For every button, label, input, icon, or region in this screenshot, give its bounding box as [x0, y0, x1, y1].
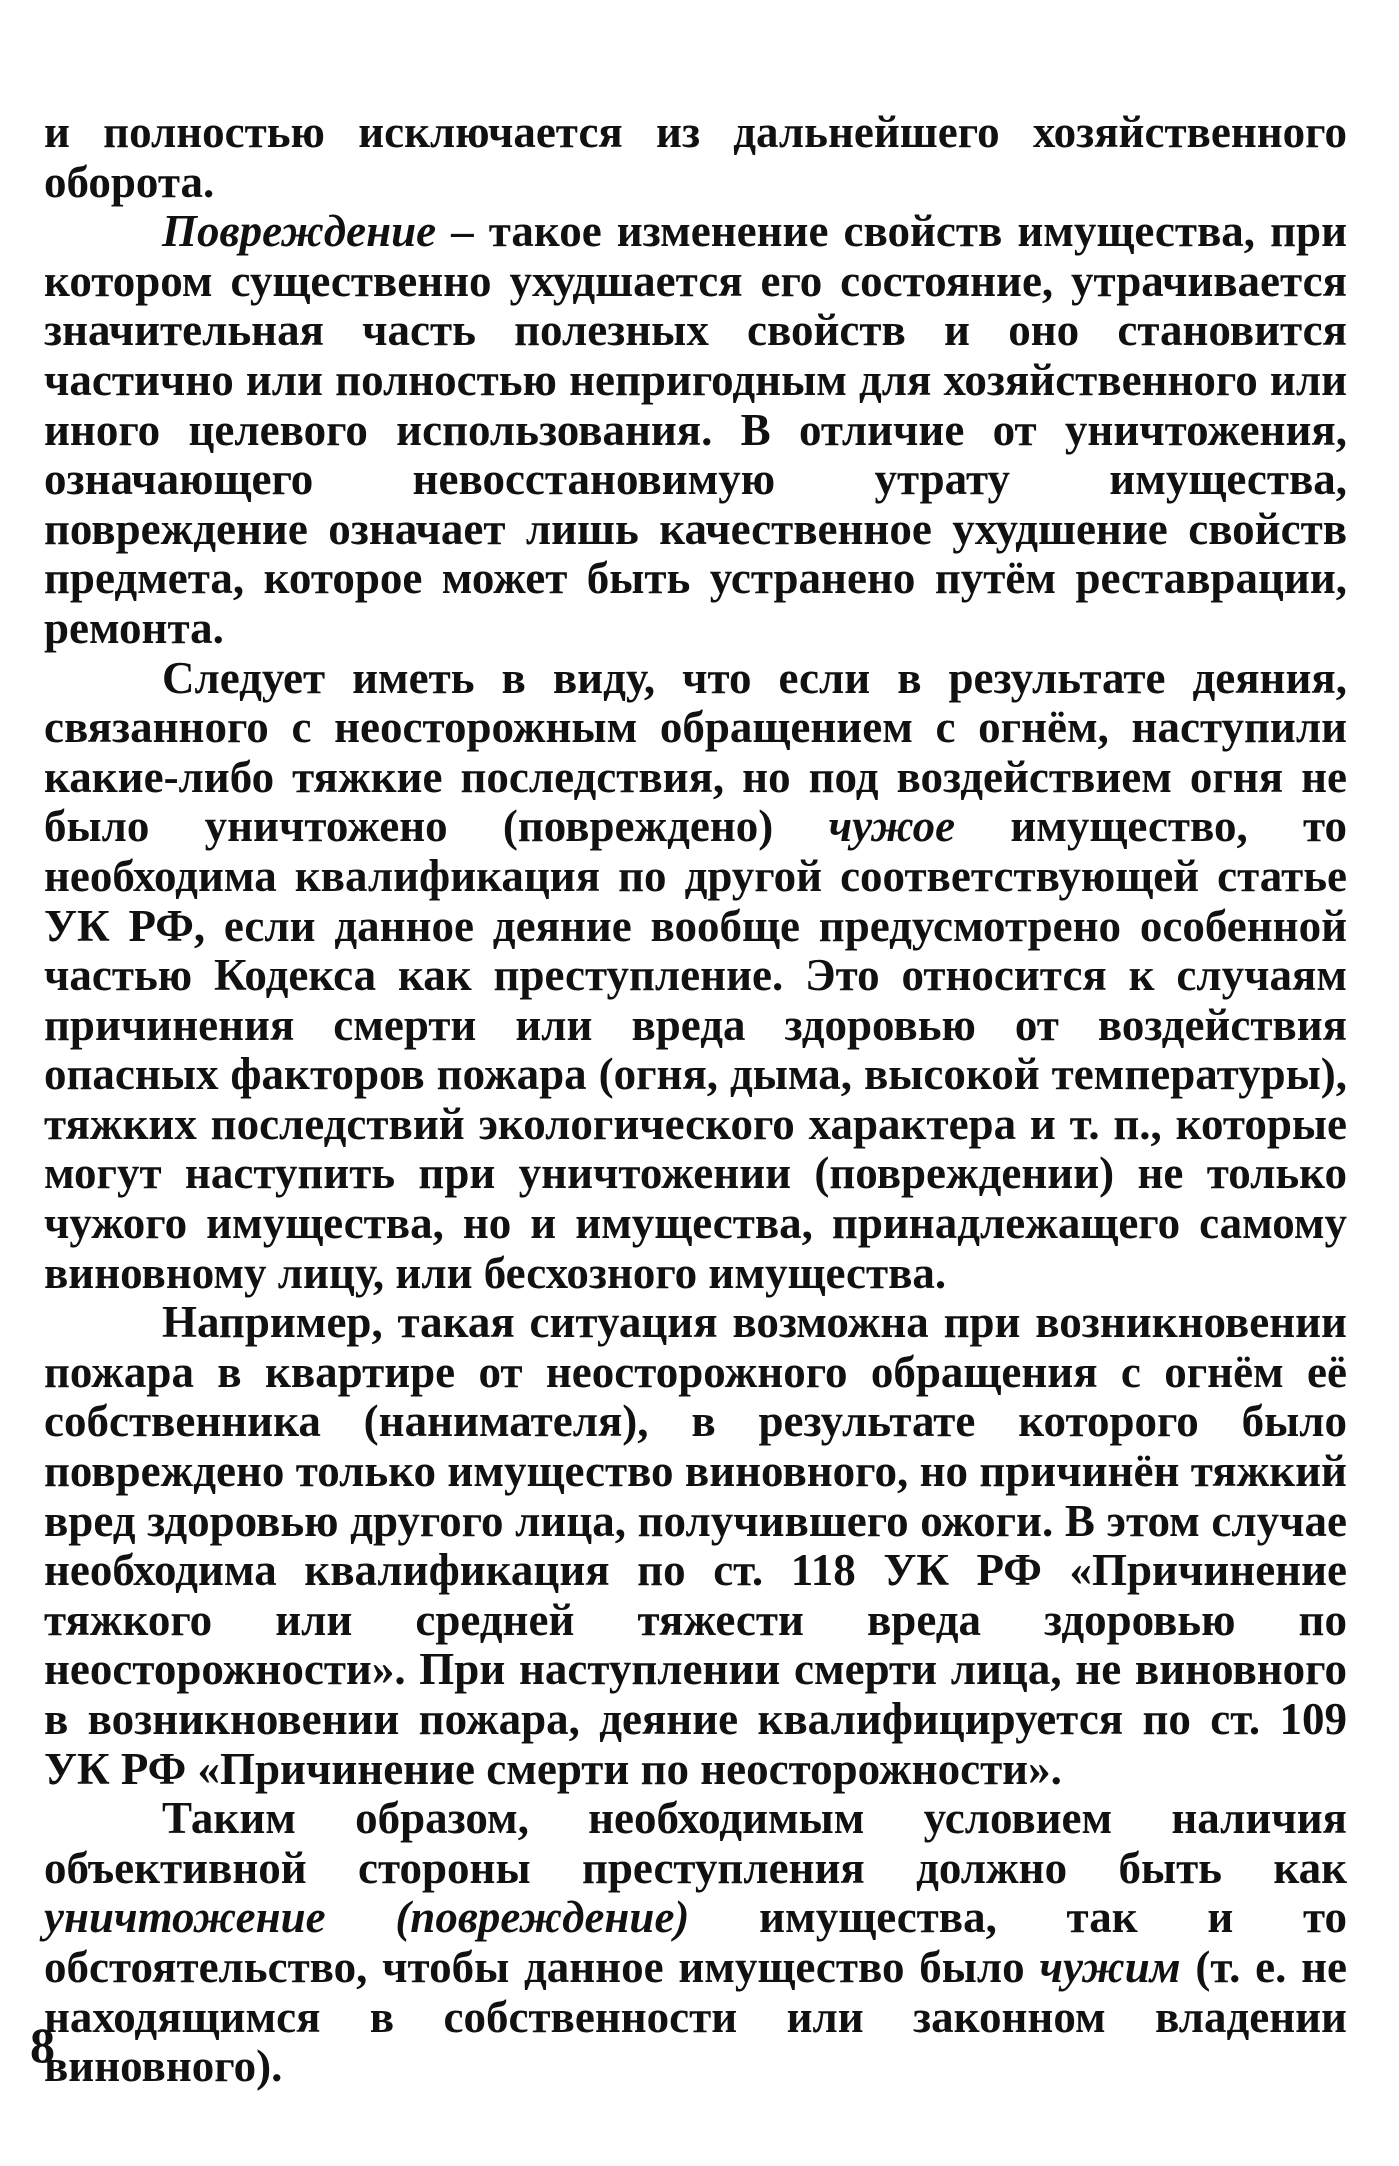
paragraph-continuation	[44, 108, 1347, 207]
paragraph-text: и полностью исключается из дальнейшего хозяйственного оборота.	[44, 107, 1347, 207]
paragraph-text: – такое изменение свойств имущества, при котором существенно ухудшается его состояние, утрачивается значительная часть полезных свойств и оно становится частично или полностью непригодным для хозяйственного или иного целевого использования. В отличие от уничтожения, означающего невосстановимую утрату имущества, повреждение означает лишь качественное ухудшение свойств предмета, которое может быть устранено путём реставрации, ремонта.	[44, 206, 1347, 653]
paragraph-text: Следует иметь в виду, что если в результате деяния, связанного с неосторожным обращением с огнём, наступили какие-либо тяжкие последствия, но под воздействием огня не было уничтожено (повреждено)	[44, 652, 1347, 852]
paragraph-text: Например, такая ситуация возможна при возникновении пожара в квартире от неосторожного обращения с огнём её собственника (нанимателя), в результате которого было повреждено только имущество виновного, но причинён тяжкий вред здоровью другого лица, получившего ожоги. В этом случае необходима квалификация по ст. 118 УК РФ «Причинение тяжкого или средней тяжести вреда здоровью по неосторожности». При наступлении смерти лица, не виновного в возникновении пожара, деяние квалифицируется по ст. 109 УК РФ «Причинение смерти по неосторожности».	[44, 1297, 1347, 1794]
paragraph-text: имущества, так и то обстоятельство, чтобы данное имущество было	[44, 1892, 1347, 1992]
paragraph-example	[44, 1298, 1347, 1794]
paragraph-conclusion	[44, 1794, 1347, 2092]
term-foreign: чужое	[828, 801, 956, 852]
paragraph-damage-definition	[44, 207, 1347, 653]
term-damage: Повреждение	[162, 206, 437, 257]
page-number: 8	[30, 2017, 55, 2073]
paragraph-text: Таким образом, необходимым условием наличия объективной стороны преступления должно быть как	[44, 1793, 1347, 1893]
paragraph-text: (т. е. не находящимся в собственности или законном владении виновного).	[44, 1941, 1347, 2092]
paragraph-consequences	[44, 654, 1347, 1299]
paragraph-text: имущество, то необходима квалификация по другой соответствующей статье УК РФ, если данное деяние вообще предусмотрено особенной частью Кодекса как преступление. Это относится к случаям причинения смерти или вреда здоровью от воздействия опасных факторов пожара (огня, дыма, высокой температуры), тяжких последствий экологического характера и т. п., которые могут наступить при уничтожении (повреждении) не только чужого имущества, но и имущества, принадлежащего самому виновному лицу, или бесхозного имущества.	[44, 801, 1347, 1298]
term-foreign-property: чужим	[1039, 1941, 1181, 1992]
term-destruction-damage: уничтожение (повреждение)	[44, 1892, 690, 1943]
page-body	[44, 108, 1347, 2092]
